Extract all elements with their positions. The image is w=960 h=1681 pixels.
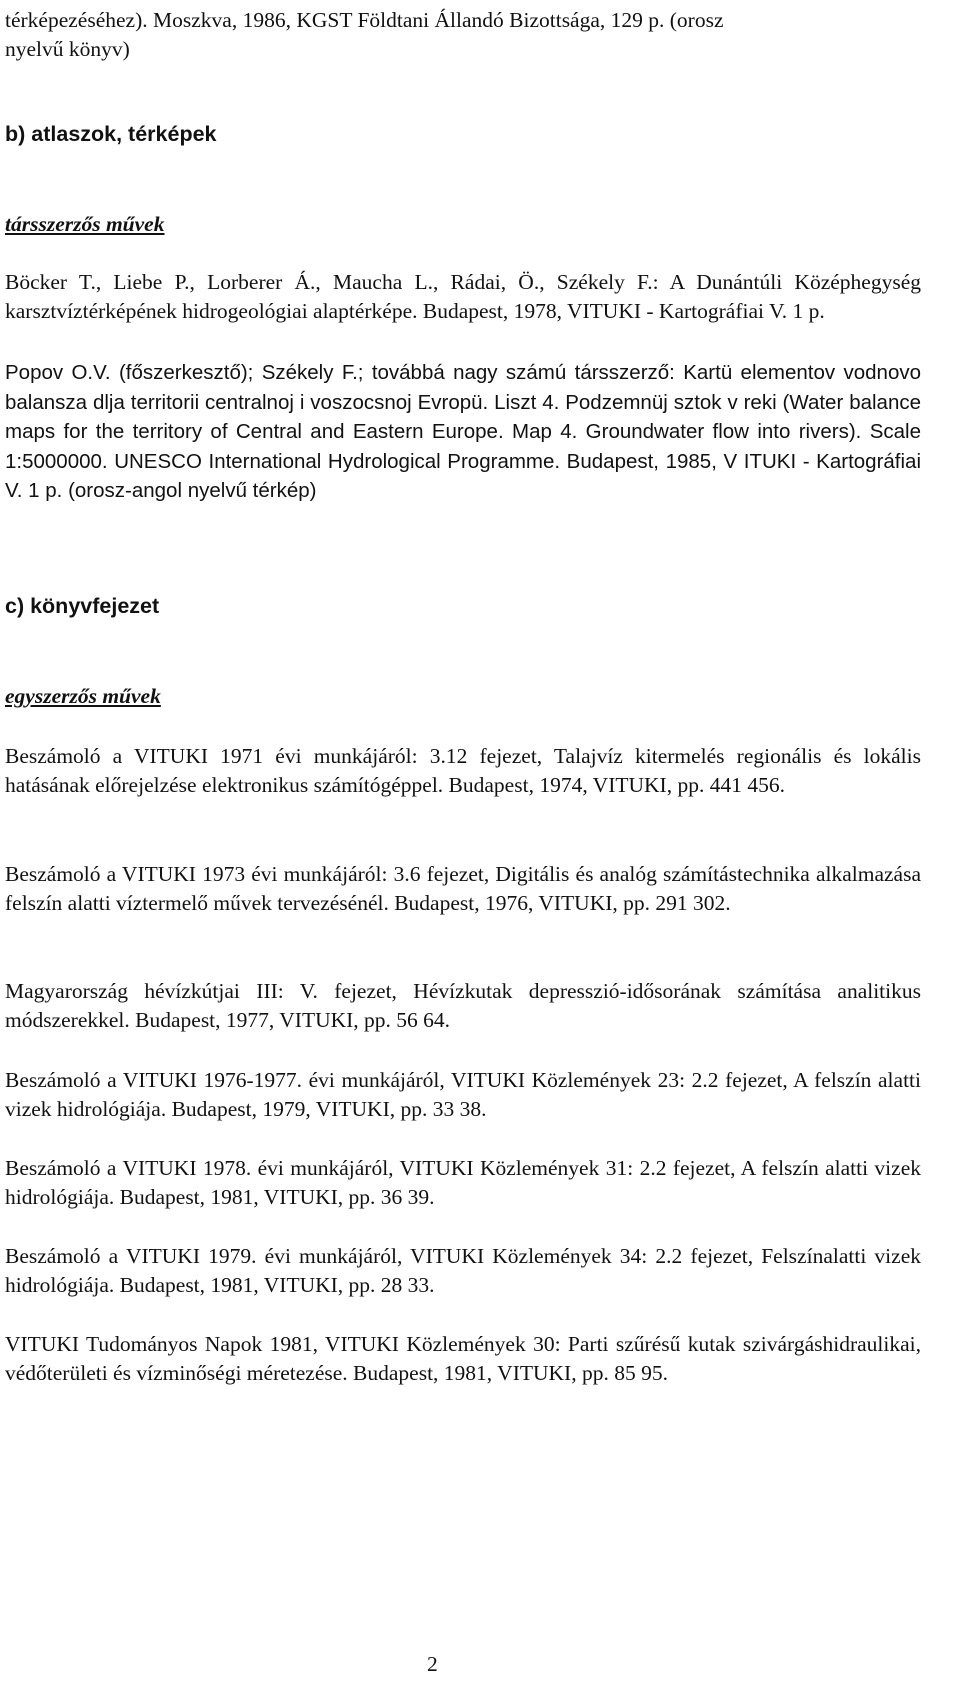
page-number: 2: [427, 1652, 438, 1676]
section-c-entry-1: Beszámoló a VITUKI 1971 évi munkájáról: 3.12 fejezet, Talajvíz kitermelés regionális és lokális hatásának előrejelzése elektronikus számítógéppel. Budapest, 1974, VITUKI, pp. 441 456.: [5, 744, 921, 797]
section-c-heading: c) könyvfejezet: [5, 594, 160, 618]
section-c-entry-2: Beszámoló a VITUKI 1973 évi munkájáról: 3.6 fejezet, Digitális és analóg számítástechnika alkalmazása felszín alatti víztermelő művek tervezésénél. Budapest, 1976, VITUKI, pp. 291 302.: [5, 862, 921, 915]
section-c-entry-7: VITUKI Tudományos Napok 1981, VITUKI Közlemények 30: Parti szűrésű kutak szivárgáshidraulikai, védőterületi és vízminőségi méretezése. Budapest, 1981, VITUKI, pp. 85 95.: [5, 1332, 921, 1385]
section-c-subheading: egyszerzős művek: [5, 684, 161, 708]
section-c-entry-5: Beszámoló a VITUKI 1978. évi munkájáról, VITUKI Közlemények 31: 2.2 fejezet, A felszín alatti vizek hidrológiája. Budapest, 1981, VITUKI, pp. 36 39.: [5, 1156, 921, 1209]
section-c-entry-4: Beszámoló a VITUKI 1976-1977. évi munkájáról, VITUKI Közlemények 23: 2.2 fejezet, A felszín alatti vizek hidrológiája. Budapest, 1979, VITUKI, pp. 33 38.: [5, 1068, 921, 1121]
section-b-entry-2: Popov O.V. (főszerkesztő); Székely F.; továbbá nagy számú társszerző: Kartü elementov vodnovo balansza dlja territorii centralnoj i voszocsnoj Evropü. Liszt 4. Podzemnüj sztok v reki (Water balance maps for the territory of Central and Eastern Europe. Map 4. Groundwater flow into rivers). Scale 1:5000000. UNESCO International Hydrological Programme. Budapest, 1985, V ITUKI - Kartográfiai V. 1 p. (orosz-angol nyelvű térkép): [5, 361, 921, 502]
intro-line-2: nyelvű könyv): [5, 37, 130, 61]
section-b-subheading: társszerzős művek: [5, 212, 165, 236]
section-b-entry-1: Böcker T., Liebe P., Lorberer Á., Maucha L., Rádai, Ö., Székely F.: A Dunántúli Középhegység karsztvíztérképének hidrogeológiai alaptérképe. Budapest, 1978, VITUKI - Kartográfiai V. 1 p.: [5, 270, 921, 323]
section-c-entry-6: Beszámoló a VITUKI 1979. évi munkájáról, VITUKI Közlemények 34: 2.2 fejezet, Felszínalatti vizek hidrológiája. Budapest, 1981, VITUKI, pp. 28 33.: [5, 1244, 921, 1297]
section-c-entry-3: Magyarország hévízkútjai III: V. fejezet, Hévízkutak depresszió-idősorának számítása analitikus módszerekkel. Budapest, 1977, VITUKI, pp. 56 64.: [5, 979, 921, 1032]
section-b-heading: b) atlaszok, térképek: [5, 122, 217, 146]
intro-line-1: térképezéséhez). Moszkva, 1986, KGST Földtani Állandó Bizottsága, 129 p. (orosz: [5, 8, 724, 32]
